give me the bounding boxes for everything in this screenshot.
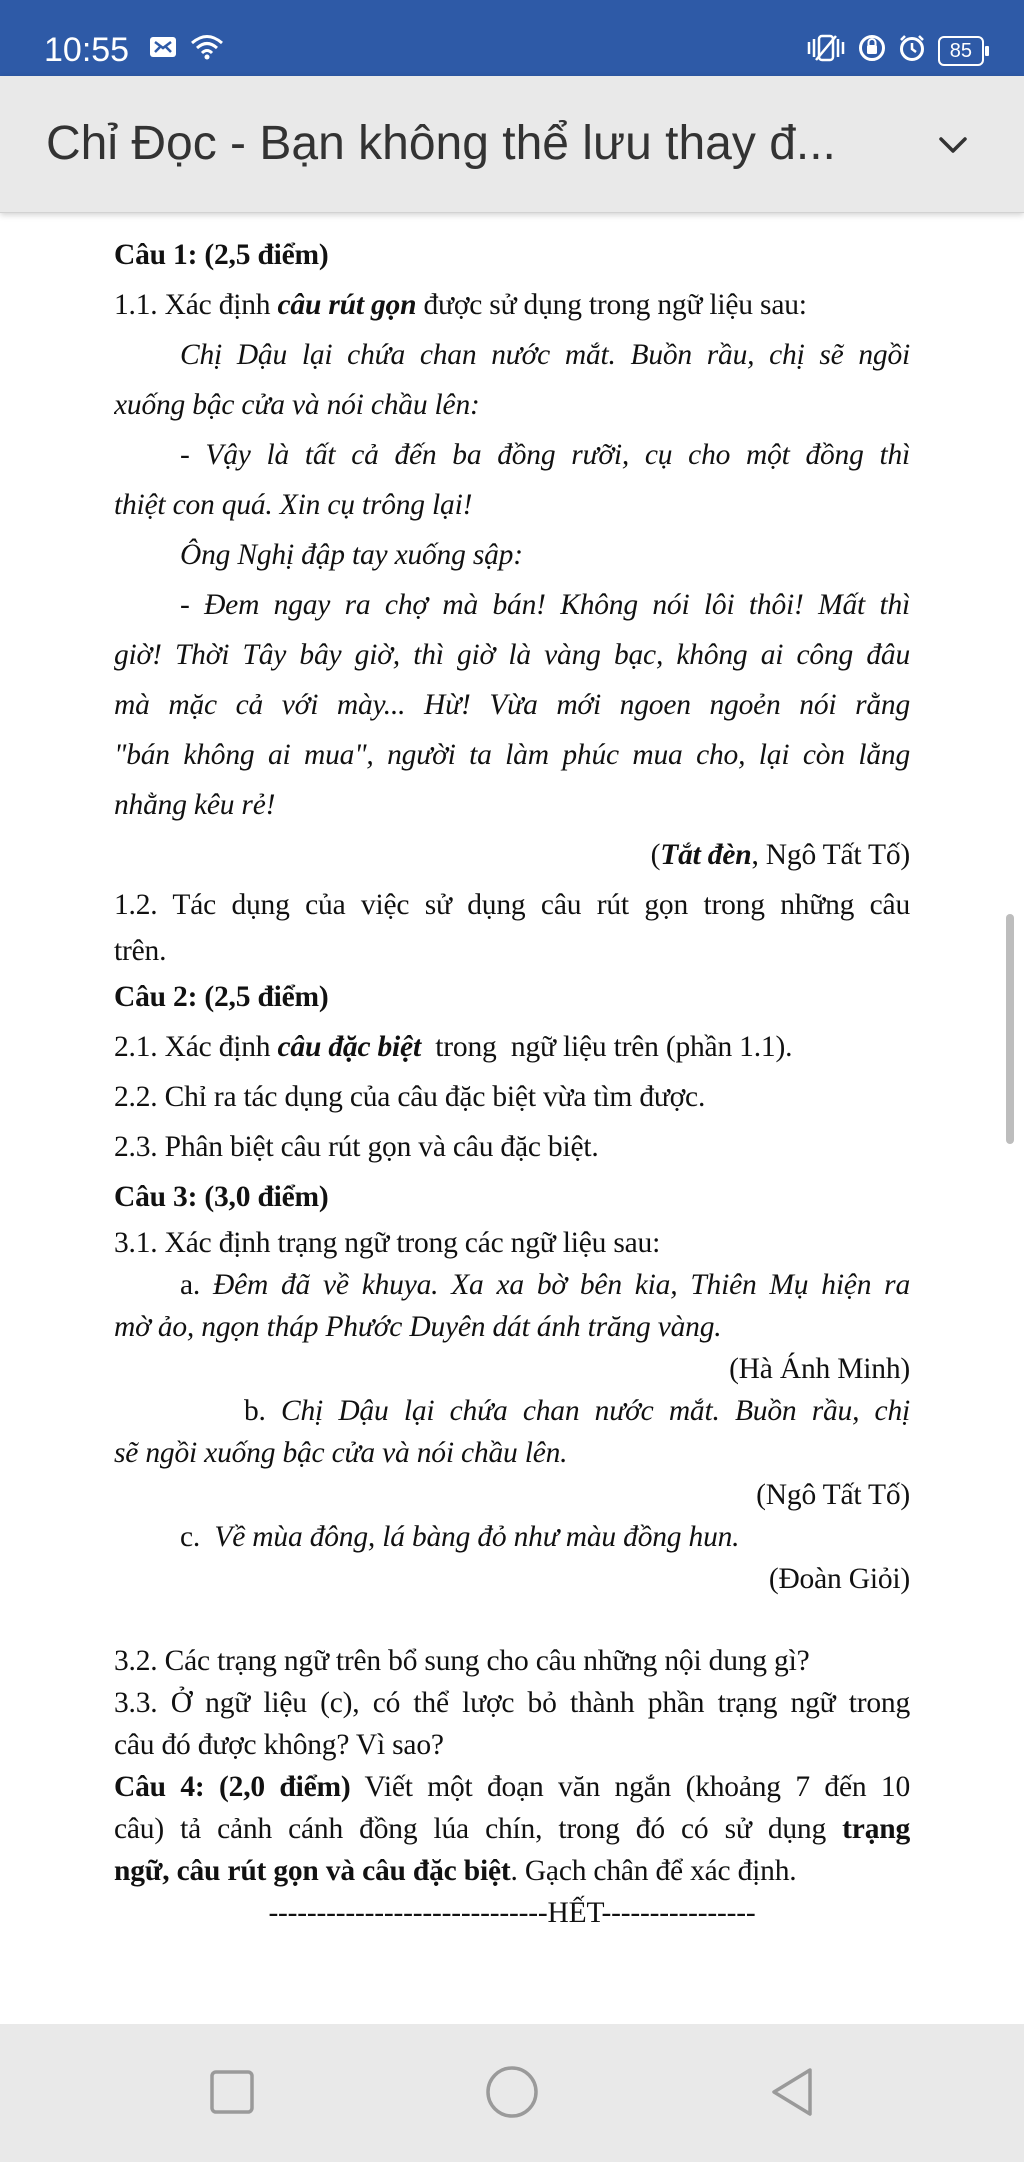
passage-line-10: nhằng kêu rẻ! <box>114 789 276 821</box>
q1-1-suffix: được sử dụng trong ngữ liệu sau: <box>416 289 807 321</box>
passage-line-6: - Đem ngay ra chợ mà bán! Không nói lôi thôi! Mất thì <box>180 589 910 621</box>
item-b-label: b. <box>244 1395 282 1427</box>
passage-line-4: thiệt con quá. Xin cụ trông lại! <box>114 489 473 521</box>
item-b-line-1 <box>114 1390 910 1432</box>
document-body <box>114 230 910 1934</box>
item-b-line-2: sẽ ngồi xuống bậc cửa và nói chầu lên. <box>114 1437 568 1469</box>
battery-icon: 85 <box>938 36 984 66</box>
passage-line-5: Ông Nghị đập tay xuống sập: <box>180 539 523 571</box>
item-a-source: (Hà Ánh Minh) <box>729 1353 910 1385</box>
source-title: Tắt đèn <box>660 839 752 871</box>
passage-line-3: - Vậy là tất cả đến ba đồng rưỡi, cụ cho một đồng thì <box>180 439 910 471</box>
item-c-source: (Đoàn Giỏi) <box>768 1563 910 1595</box>
title-bar <box>0 76 1024 213</box>
q1-2-line-1: 1.2. Tác dụng của việc sử dụng câu rút gọn trong những câu <box>114 889 910 921</box>
back-triangle-icon[interactable] <box>762 2062 822 2122</box>
source-open: ( <box>650 839 661 871</box>
q1-1-prefix: 1.1. Xác định <box>114 289 278 321</box>
item-c-label: c. <box>180 1521 215 1553</box>
q1-2-line-2: trên. <box>114 935 167 967</box>
passage-source <box>114 830 910 880</box>
q3-3-line-1: 3.3. Ở ngữ liệu (c), có thể lược bỏ thành phần trạng ngữ trong <box>114 1687 910 1719</box>
passage-line-9: "bán không ai mua", người ta làm phúc mua cho, lại còn lằng <box>114 739 910 771</box>
item-b-source: (Ngô Tất Tố) <box>756 1479 910 1511</box>
item-b-text-1: Chị Dậu lại chứa chan nước mắt. Buồn rầu, chị <box>281 1395 910 1427</box>
data-saver-icon <box>858 34 886 67</box>
q2-1-emphasis: câu đặc biệt <box>277 1031 421 1063</box>
q4-line-2 <box>114 1808 910 1850</box>
q4-line-3 <box>114 1850 910 1892</box>
alarm-icon <box>898 34 926 67</box>
end-marker: -----------------------------HẾT---------------- <box>268 1897 756 1929</box>
status-time: 10:55 <box>44 31 130 69</box>
q3-3-line-2: câu đó được không? Vì sao? <box>114 1729 444 1761</box>
item-c-text-1: Về mùa đông, lá bàng đỏ như màu đồng hun. <box>214 1521 740 1553</box>
passage-line-7: giờ! Thời Tây bây giờ, thì giờ là vàng bạc, không ai công đâu <box>114 639 910 671</box>
home-circle-icon[interactable] <box>482 2062 542 2122</box>
item-a-text-1: Đêm đã về khuya. Xa xa bờ bên kia, Thiên Mụ hiện ra <box>212 1269 910 1301</box>
chevron-down-icon[interactable] <box>936 128 970 162</box>
passage-line-1: Chị Dậu lại chứa chan nước mắt. Buồn rầu, chị sẽ ngồi <box>180 339 910 371</box>
item-a-line-1 <box>114 1264 910 1306</box>
document-title[interactable]: Chỉ Đọc - Bạn không thể lưu thay đ... <box>46 117 836 170</box>
q4-line-2-bold: trạng <box>842 1813 910 1845</box>
vibrate-icon <box>806 34 846 67</box>
scrollbar-thumb[interactable] <box>1006 914 1014 1144</box>
passage-line-8: mà mặc cả với mày... Hừ! Vừa mới ngoen ngoẻn nói rằng <box>114 689 910 721</box>
q4-line-1-rest: Viết một đoạn văn ngắn (khoảng 7 đến 10 <box>350 1771 910 1803</box>
q4-line-1 <box>114 1766 910 1808</box>
q2-2-text: 2.2. Chỉ ra tác dụng của câu đặc biệt vừa tìm được. <box>114 1081 706 1113</box>
q3-1-text: 3.1. Xác định trạng ngữ trong các ngữ liệu sau: <box>114 1227 661 1259</box>
status-left-icons <box>150 34 224 65</box>
q4-line-2-prefix: câu) tả cảnh cánh đồng lúa chín, trong đó có sử dụng <box>114 1813 843 1845</box>
item-a-line-2: mờ ảo, ngọn tháp Phước Duyên dát ánh trăng vàng. <box>114 1311 722 1343</box>
item-a-label: a. <box>180 1269 213 1301</box>
q2-1-suffix: trong ngữ liệu trên (phần 1.1). <box>420 1031 793 1063</box>
status-right-icons <box>806 34 984 67</box>
recents-square-icon[interactable] <box>202 2062 262 2122</box>
mail-icon <box>150 37 176 62</box>
q4-heading: Câu 4: (2,0 điểm) <box>114 1771 351 1803</box>
q3-heading: Câu 3: (3,0 điểm) <box>114 1181 329 1213</box>
q2-1-text <box>114 1022 910 1072</box>
navigation-bar <box>0 2024 1024 2162</box>
source-rest: , Ngô Tất Tố) <box>751 839 910 871</box>
q1-1-emphasis: câu rút gọn <box>277 289 417 321</box>
q4-line-3-bold: ngữ, câu rút gọn và câu đặc biệt <box>114 1855 511 1887</box>
item-c-line-1 <box>114 1516 910 1558</box>
q2-3-text: 2.3. Phân biệt câu rút gọn và câu đặc biệt. <box>114 1131 599 1163</box>
spacer <box>114 1600 910 1640</box>
passage-line-2: xuống bậc cửa và nói chầu lên: <box>114 389 480 421</box>
q2-heading: Câu 2: (2,5 điểm) <box>114 981 329 1013</box>
q2-1-prefix: 2.1. Xác định <box>114 1031 278 1063</box>
status-bar <box>0 0 1024 76</box>
q3-2-text: 3.2. Các trạng ngữ trên bổ sung cho câu những nội dung gì? <box>114 1645 810 1677</box>
q4-line-3-rest: . Gạch chân để xác định. <box>510 1855 797 1887</box>
q1-heading: Câu 1: (2,5 điểm) <box>114 239 329 271</box>
q1-1-text <box>114 280 910 330</box>
wifi-icon <box>190 34 224 65</box>
